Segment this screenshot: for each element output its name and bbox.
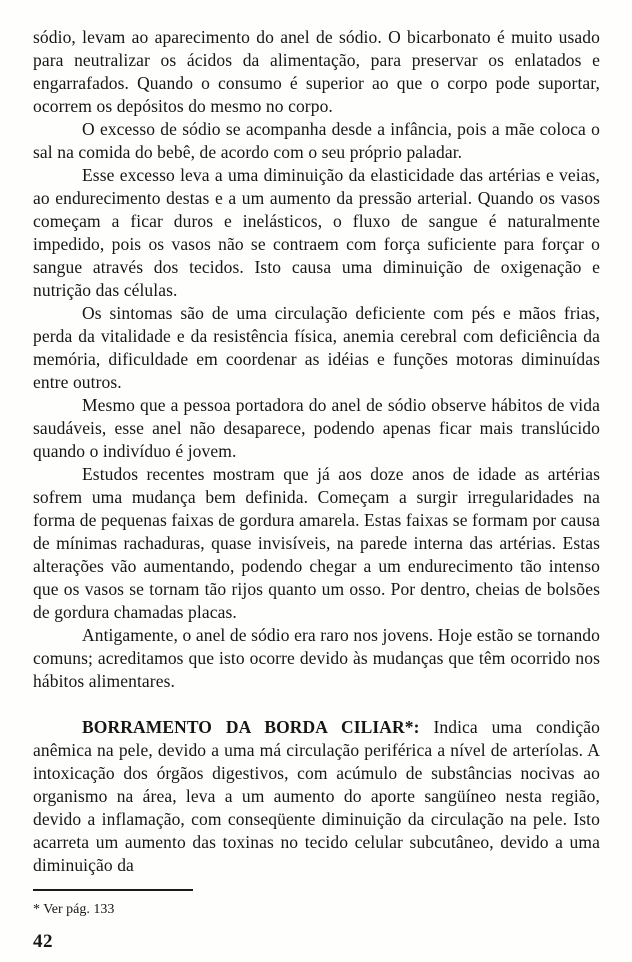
paragraph: BORRAMENTO DA BORDA CILIAR*: Indica uma condição anêmica na pele, devido a uma má circulação periférica a nível de arteríolas. A intoxicação dos órgãos digestivos, com acúmulo de substâncias nocivas ao organismo na área, leva a um aumento do aporte sangüíneo nesta região, devido a inflamação, com conseqüente diminuição da circulação na pele. Isto acarreta um aumento das toxinas no tecido celular subcutâneo, devido a uma diminuição da [33,717,600,875]
page-number: 42 [33,931,53,952]
paragraph-heading: BORRAMENTO DA BORDA CILIAR*: [82,717,434,737]
paragraph: O excesso de sódio se acompanha desde a infância, pois a mãe coloca o sal na comida do bebê, de acordo com o seu próprio paladar. [33,119,600,162]
footnote-divider [33,889,193,891]
paragraph: Esse excesso leva a uma diminuição da elasticidade das artérias e veias, ao endurecimento destas e a um aumento da pressão arterial. Quando os vasos começam a ficar duros e inelásticos, o fluxo de sangue é naturalmente impedido, pois os vasos não se contraem com força suficiente para forçar o sangue através dos tecidos. Isto causa uma diminuição de oxigenação e nutrição das células. [33,165,600,300]
paragraph: Estudos recentes mostram que já aos doze anos de idade as artérias sofrem uma mudança bem definida. Começam a surgir irregularidades na forma de pequenas faixas de gordura amarela. Estas faixas se formam por causa de mínimas rachaduras, quase invisíveis, na parede interna das artérias. Estas alterações vão aumentando, podendo chegar a um endurecimento tão intenso que os vasos se tornam tão rijos quanto um osso. Por dentro, cheias de bolsões de gordura chamadas placas. [33,464,600,622]
body-text [33,26,600,877]
paragraph: sódio, levam ao aparecimento do anel de sódio. O bicarbonato é muito usado para neutralizar os ácidos da alimentação, para preservar os enlatados e engarrafados. Quando o consumo é superior ao que o corpo pode suportar, ocorrem os depósitos do mesmo no corpo. [33,27,600,116]
paragraph: Antigamente, o anel de sódio era raro nos jovens. Hoje estão se tornando comuns; acreditamos que isto ocorre devido às mudanças que têm ocorrido nos hábitos alimentares. [33,625,600,691]
footnote: * Ver pág. 133 [33,902,115,917]
paragraph: Mesmo que a pessoa portadora do anel de sódio observe hábitos de vida saudáveis, esse anel não desaparece, podendo apenas ficar mais translúcido quando o indivíduo é jovem. [33,395,600,461]
paragraph: Os sintomas são de uma circulação deficiente com pés e mãos frias, perda da vitalidade e da resistência física, anemia cerebral com deficiência da memória, dificuldade em coordenar as idéias e funções motoras diminuídas entre outros. [33,303,600,392]
page-footer [33,889,600,953]
